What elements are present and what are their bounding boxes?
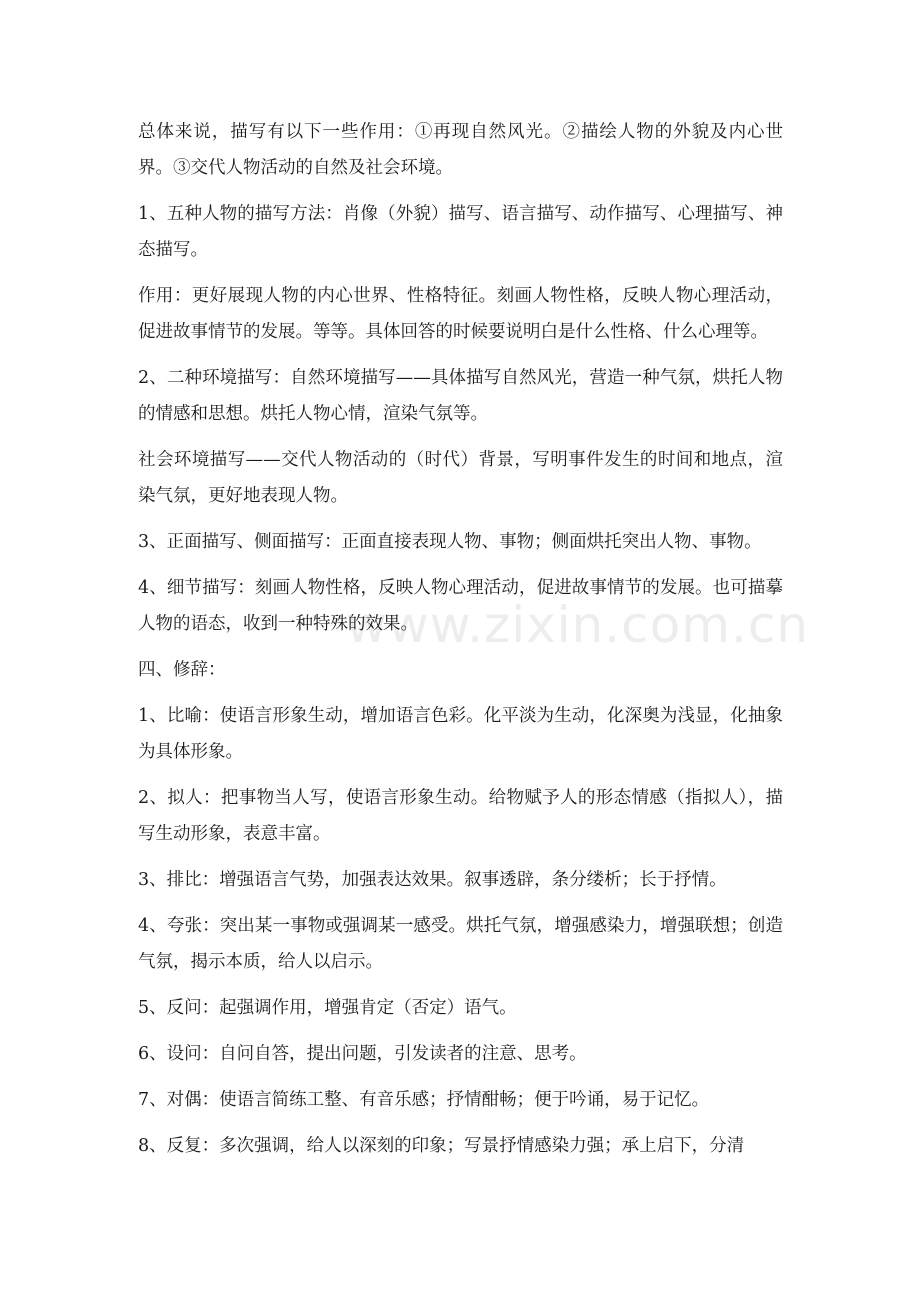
paragraph-description-summary: 总体来说，描写有以下一些作用：①再现自然风光。②描绘人物的外貌及内心世界。③交代人物活动的自然及社会环境。 [138, 122, 783, 178]
paragraph-metaphor: 1、比喻：使语言形象生动，增加语言色彩。化平淡为生动，化深奥为浅显，化抽象为具体形象。 [138, 706, 783, 762]
paragraph-detail-description: 4、细节描写：刻画人物性格，反映人物心理活动，促进故事情节的发展。也可描摹人物的语态，收到一种特殊的效果。 [138, 578, 783, 634]
watermark-text: www.zixin.com.cn [346, 596, 810, 654]
paragraph-social-environment: 社会环境描写——交代人物活动的（时代）背景，写明事件发生的时间和地点，渲染气氛，更好地表现人物。 [138, 450, 783, 506]
paragraph-parallelism: 3、排比：增强语言气势，加强表达效果。叙事透辟，条分缕析；长于抒情。 [138, 870, 727, 890]
paragraph-question-answer: 6、设问：自问自答，提出问题，引发读者的注意、思考。 [138, 1044, 587, 1064]
paragraph-hyperbole: 4、夸张：突出某一事物或强调某一感受。烘托气氛，增强感染力，增强联想；创造气氛，揭示本质，给人以启示。 [138, 916, 783, 972]
paragraph-rhetorical-question: 5、反问：起强调作用，增强肯定（否定）语气。 [138, 998, 517, 1018]
paragraph-personification: 2、拟人：把事物当人写，使语言形象生动。给物赋予人的形态情感（指拟人），描写生动形象，表意丰富。 [138, 788, 783, 844]
paragraph-direct-indirect-description: 3、正面描写、侧面描写：正面直接表现人物、事物；侧面烘托突出人物、事物。 [138, 532, 762, 552]
paragraph-repetition: 8、反复：多次强调，给人以深刻的印象；写景抒情感染力强；承上启下，分清 [138, 1136, 745, 1156]
paragraph-character-description-methods: 1、五种人物的描写方法：肖像（外貌）描写、语言描写、动作描写、心理描写、神态描写。 [138, 204, 783, 260]
paragraph-antithesis: 7、对偶：使语言简练工整、有音乐感；抒情酣畅；便于吟诵，易于记忆。 [138, 1090, 710, 1110]
paragraph-environment-description: 2、二种环境描写：自然环境描写——具体描写自然风光，营造一种气氛，烘托人物的情感和思想。烘托人物心情，渲染气氛等。 [138, 368, 783, 424]
paragraph-function: 作用：更好展现人物的内心世界、性格特征。刻画人物性格，反映人物心理活动，促进故事情节的发展。等等。具体回答的时候要说明白是什么性格、什么心理等。 [138, 286, 783, 342]
document-body [138, 114, 783, 1164]
section-heading-rhetoric: 四、修辞： [138, 660, 226, 680]
